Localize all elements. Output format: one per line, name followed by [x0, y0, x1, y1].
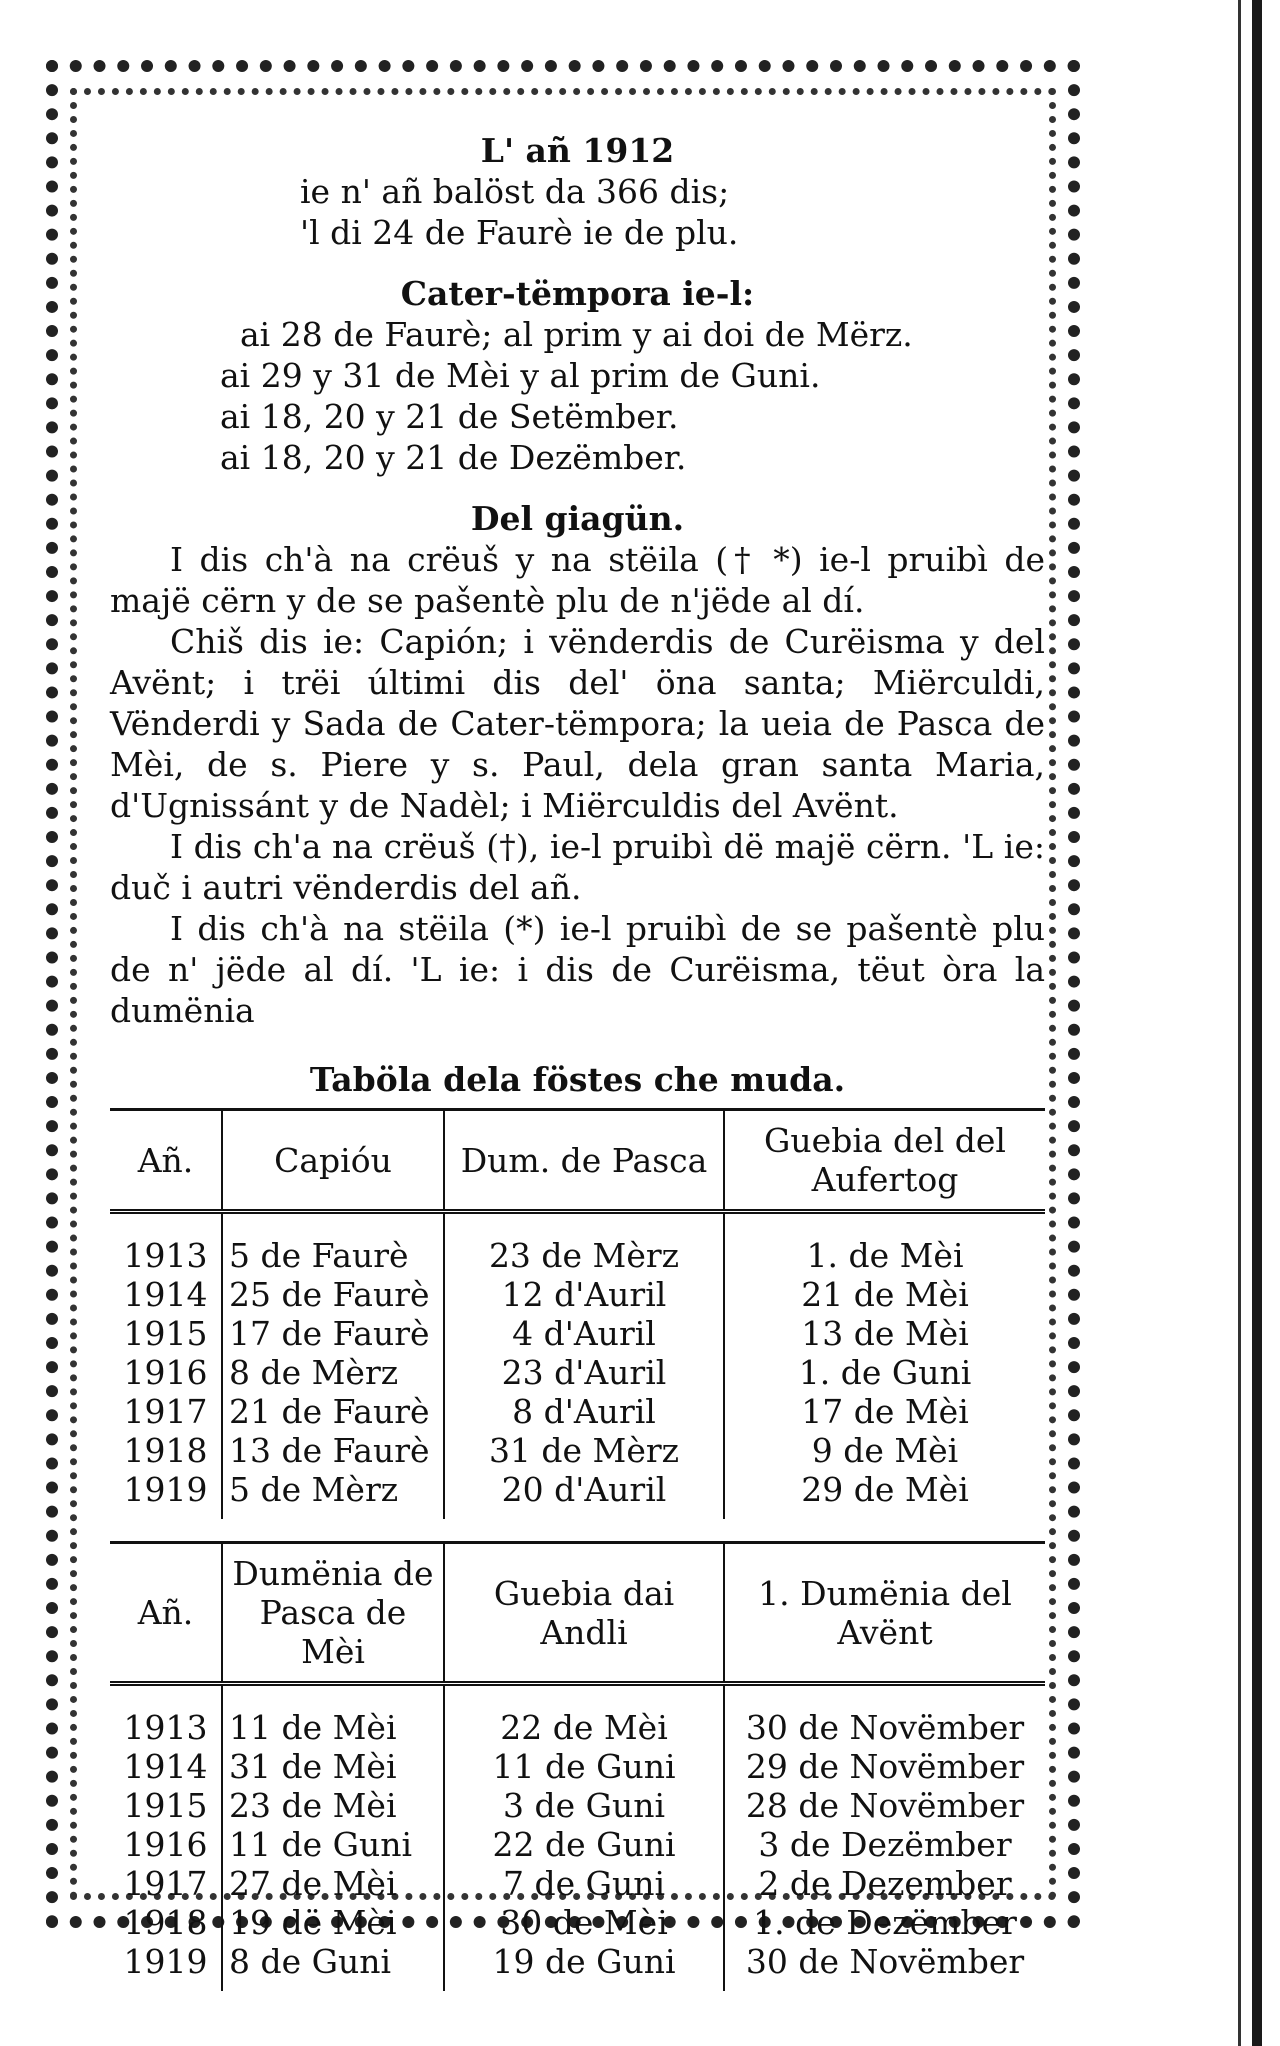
table-cell: 17 de Mèi — [801, 1392, 969, 1431]
table-cell: 31 de Mèi — [222, 1747, 444, 1786]
table-cell-year: 1915 — [110, 1786, 222, 1825]
table-cell: 1. de Mèi — [806, 1236, 964, 1275]
table-cell: 30 de Novëmber — [745, 1708, 1025, 1747]
table-cell: 31 de Mèrz — [444, 1431, 724, 1470]
table-row — [110, 1431, 1045, 1470]
table-cell: 23 d'Auril — [444, 1353, 724, 1392]
table-cell: 13 de Faurè — [222, 1431, 444, 1470]
page-content — [110, 130, 1045, 1991]
table-cell: 3 de Dezëmber — [758, 1825, 1012, 1864]
cater-line-2: ai 29 y 31 de Mèi y al prim de Guni. — [220, 356, 821, 395]
cater-heading: Cater-tëmpora ie-l: — [400, 274, 755, 313]
table-cell-year: 1915 — [110, 1314, 222, 1353]
feast-table-2 — [110, 1541, 1045, 1991]
table-header: Añ. — [110, 1110, 222, 1212]
table-row — [110, 1903, 1045, 1942]
table-cell: 17 de Faurè — [222, 1314, 444, 1353]
table-cell: 22 de Guni — [444, 1825, 724, 1864]
table-row — [110, 1864, 1045, 1903]
table-title: Taböla dela föstes che muda. — [309, 1060, 846, 1099]
table-row — [110, 1392, 1045, 1431]
page-gutter-line — [1238, 0, 1241, 2046]
table-cell: 19 dë Mèi — [222, 1903, 444, 1942]
table-row — [110, 1275, 1045, 1314]
table-header-row — [110, 1110, 1045, 1212]
table-cell: 11 de Guni — [222, 1825, 444, 1864]
table-cell: 8 de Guni — [222, 1942, 444, 1991]
table-cell: 19 de Guni — [444, 1942, 724, 1991]
cater-line-4: ai 18, 20 y 21 de Dezëmber. — [220, 438, 687, 477]
intro-line-1: ie n' añ balöst da 366 dis; — [300, 172, 730, 211]
table-cell-year: 1916 — [110, 1353, 222, 1392]
table-header: Dum. de Pasca — [444, 1110, 724, 1212]
page-title: L' añ 1912 — [480, 131, 675, 170]
table-cell: 1. de Dezëmber — [753, 1903, 1017, 1942]
table-cell: 7 de Guni — [444, 1864, 724, 1903]
table-cell: 30 de Novëmber — [745, 1942, 1025, 1981]
table-cell: 2 de Dezember — [758, 1864, 1012, 1903]
table-cell: 4 d'Auril — [444, 1314, 724, 1353]
table-cell-year: 1913 — [110, 1684, 222, 1748]
paragraph-2: Chiš dis ie: Capión; i vënderdis de Curëisma y del Avënt; i trëi últimi dis del' öna santa; Miërculdi, Vënderdi y Sada de Cater-tëmpora; la ueia de Pasca de Mèi, de s. Piere y s. Paul, dela gran santa Maria, d'Ugnissánt y de Nadèl; i Miërculdis del Avënt. — [110, 622, 1045, 825]
table-cell: 28 de Novëmber — [745, 1786, 1025, 1825]
table-cell-year: 1919 — [110, 1942, 222, 1991]
table-cell-year: 1913 — [110, 1212, 222, 1276]
table-header: Añ. — [110, 1543, 222, 1684]
table-cell: 23 de Mèi — [222, 1786, 444, 1825]
table-cell: 3 de Guni — [444, 1786, 724, 1825]
table-cell: 13 de Mèi — [801, 1314, 969, 1353]
table-cell: 5 de Mèrz — [222, 1470, 444, 1519]
table-cell: 9 de Mèi — [811, 1431, 959, 1470]
table-cell-year: 1919 — [110, 1470, 222, 1519]
fast-heading: Del giagün. — [470, 499, 685, 538]
table-cell: 11 de Mèi — [222, 1684, 444, 1748]
table-row — [110, 1747, 1045, 1786]
table-cell: 29 de Novëmber — [745, 1747, 1025, 1786]
table-cell: 5 de Faurè — [222, 1212, 444, 1276]
table-cell: 1. de Guni — [798, 1353, 972, 1392]
table-header: 1. Dumënia del Avënt — [724, 1543, 1045, 1684]
table-cell: 30 de Mèi — [444, 1903, 724, 1942]
table-cell-year: 1914 — [110, 1275, 222, 1314]
table-cell-year: 1916 — [110, 1825, 222, 1864]
table-row — [110, 1470, 1045, 1519]
table-header: Guebia dai Andli — [444, 1543, 724, 1684]
table-cell: 29 de Mèi — [801, 1470, 969, 1509]
table-cell: 25 de Faurè — [222, 1275, 444, 1314]
table-cell-year: 1917 — [110, 1864, 222, 1903]
table-header: Guebia del del Aufertog — [724, 1110, 1045, 1212]
table-cell-year: 1914 — [110, 1747, 222, 1786]
table-row — [110, 1314, 1045, 1353]
table-cell-year: 1918 — [110, 1903, 222, 1942]
paragraph-1: I dis ch'à na crëuš y na stëila († *) ie-l pruibì de majë cërn y de se pašentè plu de n'jëde al dí. — [110, 540, 1045, 620]
table-cell: 8 de Mèrz — [222, 1353, 444, 1392]
table-cell: 27 de Mèi — [222, 1864, 444, 1903]
table-cell: 21 de Faurè — [222, 1392, 444, 1431]
cater-line-3: ai 18, 20 y 21 de Setëmber. — [220, 397, 679, 436]
table-cell: 8 d'Auril — [444, 1392, 724, 1431]
table-header: Dumënia de Pasca de Mèi — [222, 1543, 444, 1684]
cater-line-1: ai 28 de Faurè; al prim y ai doi de Mërz. — [240, 315, 913, 354]
table-cell: 20 d'Auril — [444, 1470, 724, 1519]
table-cell: 21 de Mèi — [801, 1275, 969, 1314]
paragraph-3: I dis ch'a na crëuš (†), ie-l pruibì dë majë cërn. 'L ie: duč i autri vënderdis del añ. — [110, 827, 1045, 907]
table-cell: 12 d'Auril — [444, 1275, 724, 1314]
table-row — [110, 1786, 1045, 1825]
table-cell: 23 de Mèrz — [444, 1212, 724, 1276]
table-row — [110, 1825, 1045, 1864]
table-cell: 22 de Mèi — [444, 1684, 724, 1748]
table-header-row — [110, 1543, 1045, 1684]
table-header: Capióu — [222, 1110, 444, 1212]
table-row — [110, 1353, 1045, 1392]
page-edge — [1252, 0, 1262, 2046]
table-cell-year: 1917 — [110, 1392, 222, 1431]
table-cell: 11 de Guni — [444, 1747, 724, 1786]
intro-line-2: 'l di 24 de Faurè ie de plu. — [300, 213, 739, 252]
table-row — [110, 1684, 1045, 1748]
feast-table-1 — [110, 1108, 1045, 1519]
table-row — [110, 1942, 1045, 1991]
table-cell-year: 1918 — [110, 1431, 222, 1470]
table-row — [110, 1212, 1045, 1276]
paragraph-4: I dis ch'à na stëila (*) ie-l pruibì de se pašentè plu de n' jëde al dí. 'L ie: i dis de Curëisma, tëut òra la dumënia — [110, 909, 1045, 1030]
